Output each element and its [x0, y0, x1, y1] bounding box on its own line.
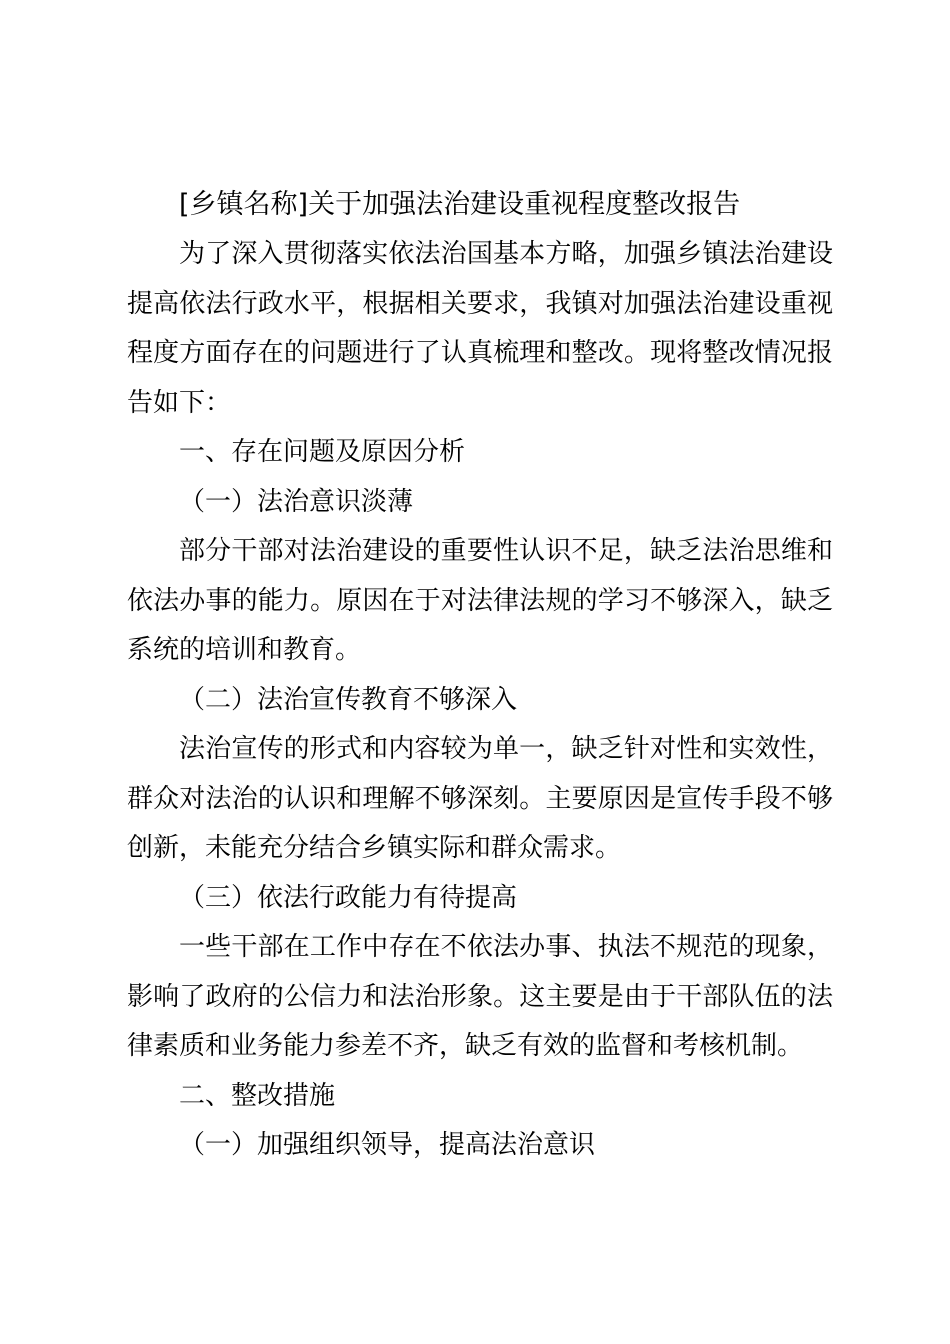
section-1-sub-3-body: 一些干部在工作中存在不依法办事、执法不规范的现象，影响了政府的公信力和法治形象。这主要是由于干部队伍的法律素质和业务能力参差不齐，缺乏有效的监督和考核机制。: [127, 932, 833, 1061]
document-title: [乡镇名称]关于加强法治建设重视程度整改报告: [179, 189, 741, 220]
section-1-sub-1-heading: （一）法治意识淡薄: [179, 486, 414, 517]
section-1-sub-1-body: 部分干部对法治建设的重要性认识不足，缺乏法治思维和依法办事的能力。原因在于对法律法规的学习不够深入，缺乏系统的培训和教育。: [127, 536, 833, 665]
intro-paragraph: 为了深入贯彻落实依法治国基本方略，加强乡镇法治建设提高依法行政水平，根据相关要求，我镇对加强法治建设重视程度方面存在的问题进行了认真梳理和整改。现将整改情况报告如下：: [127, 239, 833, 418]
section-1-heading: 一、存在问题及原因分析: [179, 437, 466, 467]
section-2-heading: 二、整改措施: [179, 1080, 336, 1111]
section-1-sub-2-body: 法治宣传的形式和内容较为单一，缺乏针对性和实效性，群众对法治的认识和理解不够深刻。主要原因是宣传手段不够创新，未能充分结合乡镇实际和群众需求。: [127, 734, 833, 863]
section-2-sub-1-heading: （一）加强组织领导，提高法治意识: [179, 1130, 596, 1160]
section-1-sub-2-heading: （二）法治宣传教育不够深入: [179, 684, 518, 715]
section-1-sub-3-heading: （三）依法行政能力有待提高: [179, 882, 518, 913]
document-body: [127, 180, 833, 1171]
